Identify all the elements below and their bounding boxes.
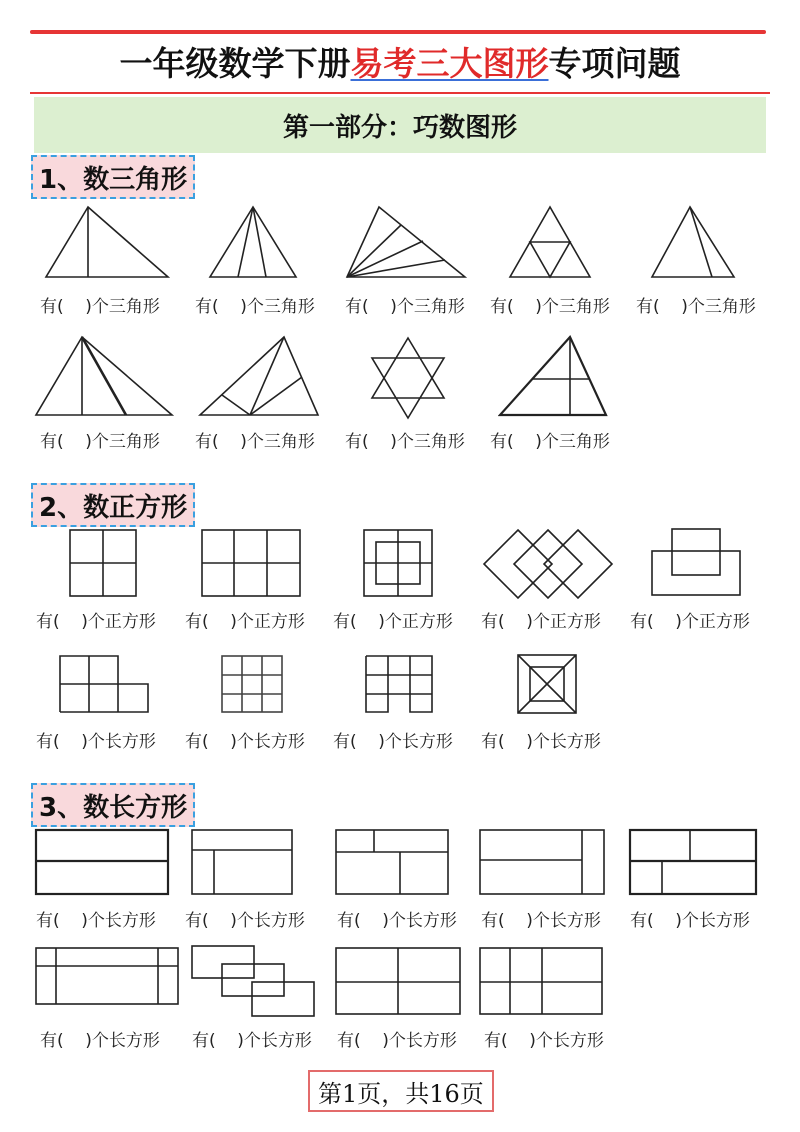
rectangle-figure-6	[34, 946, 180, 1006]
rectangle-count-caption-4: 有( )个长方形	[481, 732, 601, 752]
square-figure-3	[362, 528, 434, 598]
triangle-caption-4: 有( )个三角形	[490, 297, 610, 317]
page-number: 第1页，共16页	[308, 1070, 494, 1112]
triangle-caption-7: 有( )个三角形	[195, 432, 315, 452]
part-banner: 第一部分：巧数图形	[34, 97, 766, 153]
rectangle-count-caption-3: 有( )个长方形	[333, 732, 453, 752]
title-underline-rule	[30, 92, 770, 94]
section-heading-rectangles: 3、数长方形	[31, 783, 195, 827]
triangle-caption-1: 有( )个三角形	[40, 297, 160, 317]
triangle-figure-5	[650, 205, 736, 280]
rectangle-caption-4: 有( )个长方形	[481, 911, 601, 931]
square-figure-1	[68, 528, 138, 598]
section-heading-squares: 2、数正方形	[31, 483, 195, 527]
square-caption-3: 有( )个正方形	[333, 612, 453, 632]
rectangle-caption-2: 有( )个长方形	[185, 911, 305, 931]
triangle-caption-2: 有( )个三角形	[195, 297, 315, 317]
rectangle-caption-7: 有( )个长方形	[192, 1031, 312, 1051]
triangle-caption-9: 有( )个三角形	[490, 432, 610, 452]
rectangle-figure-2	[190, 828, 294, 896]
rectangle-figure-9	[478, 946, 604, 1016]
square-figure-6	[58, 654, 150, 714]
triangle-figure-2	[208, 205, 298, 280]
square-figure-2	[200, 528, 302, 598]
triangle-figure-4	[508, 205, 592, 280]
square-figure-4	[482, 528, 614, 600]
triangle-figure-6	[34, 335, 174, 417]
rectangle-figure-1	[34, 828, 170, 896]
square-caption-2: 有( )个正方形	[185, 612, 305, 632]
triangle-caption-6: 有( )个三角形	[40, 432, 160, 452]
rectangle-caption-9: 有( )个长方形	[484, 1031, 604, 1051]
rectangle-figure-3	[334, 828, 450, 896]
rectangle-figure-8	[334, 946, 462, 1016]
rectangle-count-caption-1: 有( )个长方形	[36, 732, 156, 752]
rectangle-figure-5	[628, 828, 758, 896]
rectangle-count-caption-2: 有( )个长方形	[185, 732, 305, 752]
triangle-caption-3: 有( )个三角形	[345, 297, 465, 317]
rectangle-figure-4	[478, 828, 606, 896]
triangle-figure-7	[198, 335, 320, 417]
triangle-caption-8: 有( )个三角形	[345, 432, 465, 452]
square-caption-4: 有( )个正方形	[481, 612, 601, 632]
triangle-figure-3	[345, 205, 467, 280]
square-figure-7	[220, 654, 284, 714]
top-rule	[30, 30, 766, 34]
rectangle-caption-3: 有( )个长方形	[337, 911, 457, 931]
triangle-figure-9	[498, 335, 608, 417]
rectangle-caption-6: 有( )个长方形	[40, 1031, 160, 1051]
square-figure-5	[650, 527, 744, 599]
square-caption-1: 有( )个正方形	[36, 612, 156, 632]
rectangle-figure-7	[190, 944, 318, 1020]
triangle-caption-5: 有( )个三角形	[636, 297, 756, 317]
page-title: 一年级数学下册易考三大图形专项问题	[119, 44, 681, 83]
triangle-figure-8	[366, 336, 450, 420]
rectangle-caption-1: 有( )个长方形	[36, 911, 156, 931]
square-figure-9	[516, 653, 578, 715]
square-caption-5: 有( )个正方形	[630, 612, 750, 632]
rectangle-caption-8: 有( )个长方形	[337, 1031, 457, 1051]
rectangle-caption-5: 有( )个长方形	[630, 911, 750, 931]
triangle-figure-1	[44, 205, 170, 280]
section-heading-triangles: 1、数三角形	[31, 155, 195, 199]
square-figure-8	[364, 654, 434, 714]
